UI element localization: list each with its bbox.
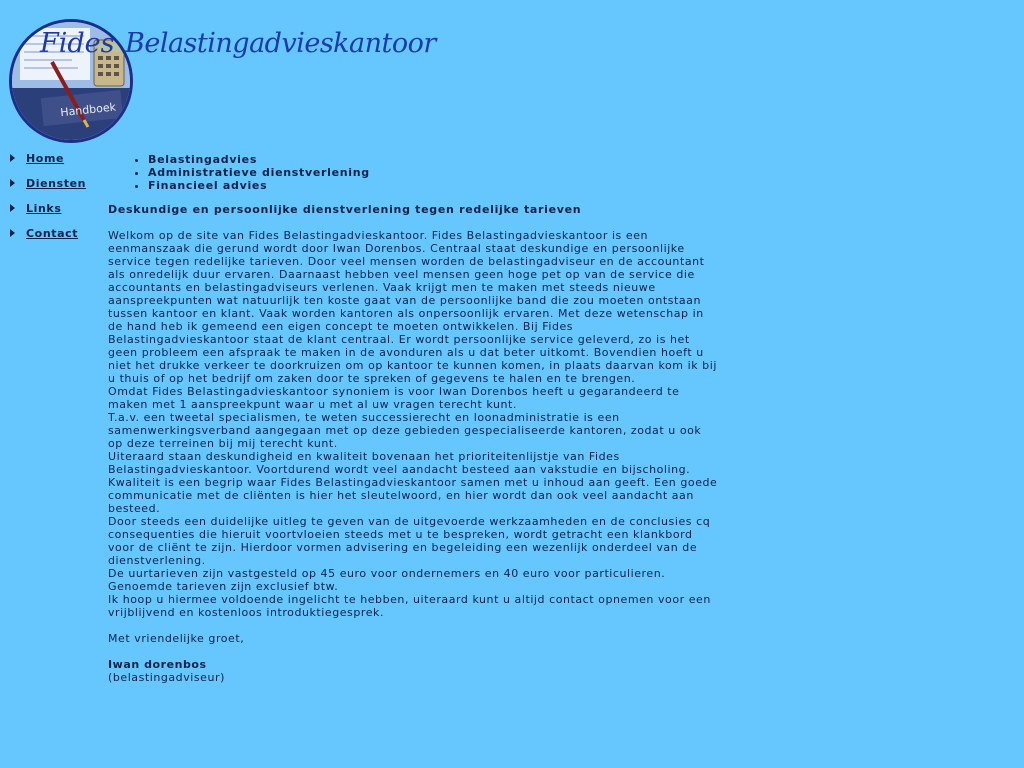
greeting: Met vriendelijke groet, [108, 632, 245, 645]
brand-fides: Fides [40, 28, 115, 59]
signature-name: Iwan dorenbos [108, 658, 207, 671]
nav-link-links[interactable]: Links [26, 202, 62, 215]
paragraph-rates: De uurtarieven zijn vastgesteld op 45 euro voor ondernemers en 40 euro voor particulieren. Genoemde tarieven zijn exclusief btw. [108, 567, 666, 593]
signature-title: (belastingadviseur) [108, 671, 225, 684]
paragraph-closing: Ik hoop u hiermee voldoende ingelicht te hebben, uiteraard kunt u altijd contact opnemen voor een vrijblijvend en kostenloos introduktiegesprek. [108, 593, 711, 619]
logo-book-label: Handboek [59, 100, 117, 120]
paragraph-contact-point: Omdat Fides Belastingadvieskantoor synoniem is voor Iwan Dorenbos heeft u gegarandeerd te maken met 1 aanspreekpunt waar u met al uw vragen terecht kunt. [108, 385, 680, 411]
nav-link-contact[interactable]: Contact [26, 227, 79, 240]
nav-link-diensten[interactable]: Diensten [26, 177, 87, 190]
arrow-icon [10, 179, 15, 187]
services-list [130, 153, 370, 192]
nav-link-home[interactable]: Home [26, 152, 65, 165]
page-headline: Deskundige en persoonlijke dienstverlening tegen redelijke tarieven [108, 203, 582, 216]
arrow-icon [10, 229, 15, 237]
arrow-icon [10, 204, 15, 212]
intro-paragraph: Welkom op de site van Fides Belastingadvieskantoor. Fides Belastingadvieskantoor is een eenmanszaak die gerund wordt door Iwan Dorenbos. Centraal staat deskundige en persoonlijke service tegen redelijke tarieven. Door veel mensen worden de belastingadviseur en de accountant als onredelijk duur ervaren. Daarnaast hebben veel mensen geen hoge pet op van de service die accountants en belastingadviseurs verlenen. Vaak krijgt men te maken met steeds nieuwe aanspreekpunten wat natuurlijk ten koste gaat van de persoonlijke band die zou moeten ontstaan tussen kantoor en klant. Vaak worden kantoren als onpersoonlijk ervaren. Met deze wetenschap in de hand heb ik gemeend een eigen concept te moeten ontwikkelen. Bij Fides Belastingadvieskantoor staat de klant centraal. Er wordt persoonlijke service geleverd, zo is het geen probleem een afspraak te maken in de avonduren als u dat beter uitkomt. Bovendien hoeft u niet het drukke verkeer te doorkruizen om op kantoor te kunnen komen, in plaats daarvan kom ik bij u thuis of op het bedrijf om zaken door te spreken of gegevens te halen en te brengen. [108, 229, 717, 385]
service-item: • Financieel advies [148, 179, 370, 192]
main-content [108, 203, 718, 684]
arrow-icon [10, 154, 15, 162]
paragraph-communication: Door steeds een duidelijke uitleg te geven van de uitgevoerde werkzaamheden en de conclusies cq consequenties die hieruit voortvloeien steeds met u te bespreken, wordt getracht een klankbord voor de cliënt te zijn. Hierdoor vormen advisering en begeleiding een wezenlijk onderdeel van de dienstverlening. [108, 515, 711, 567]
paragraph-specialisms: T.a.v. een tweetal specialismen, te weten successierecht en loonadministratie is een samenwerkingsverband aangegaan met op deze gebieden gespecialiseerde kantoren, zodat u ook op deze terreinen bij mij terecht kunt. [108, 411, 702, 450]
service-item: • Administratieve dienstverlening [148, 166, 370, 179]
paragraph-quality: Uiteraard staan deskundigheid en kwaliteit bovenaan het prioriteitenlijstje van Fides Belastingadvieskantoor. Voortdurend wordt veel aandacht besteed aan vakstudie en bijscholing. Kwaliteit is een begrip waar Fides Belastingadvieskantoor samen met u inhoud aan geeft. Een goede communicatie met de cliënten is hier het sleutelwoord, en hier wordt dan ook veel aandacht aan besteed. [108, 450, 718, 515]
service-item: • Belastingadvies [148, 153, 370, 166]
brand-name: Belastingadvieskantoor [125, 28, 436, 59]
